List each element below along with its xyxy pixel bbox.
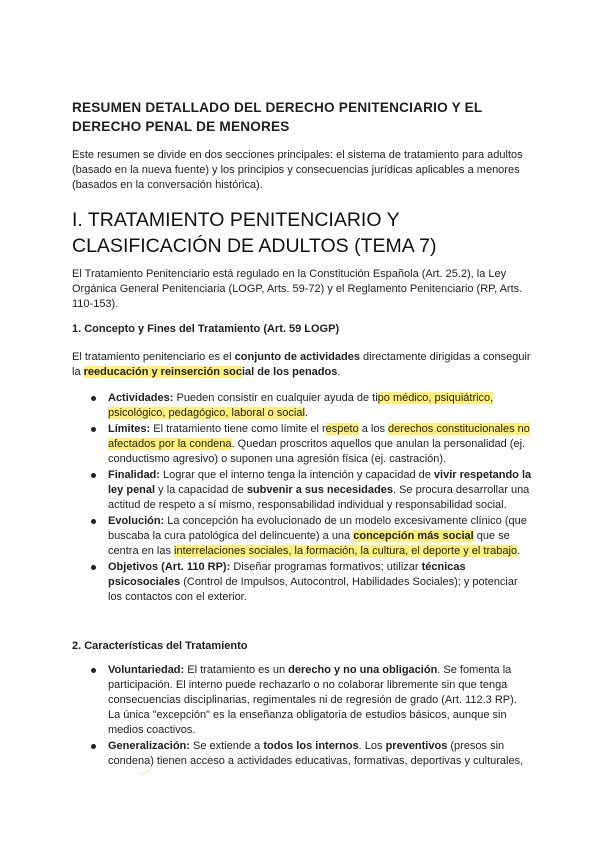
- characteristics-bullet-list: [72, 663, 532, 769]
- regulation-paragraph: El Tratamiento Penitenciario está regulado en la Constitución Española (Art. 25.2), la Ley Orgánica General Penitenciaria (LOGP, Arts. 59-72) y el Reglamento Penitenciario (RP, Arts. 110-153).: [72, 268, 523, 310]
- list-item-actividades: Actividades: Pueden consistir en cualquier ayuda de tipo médico, psiquiátrico, psicológico, pedagógico, laboral o social.: [72, 391, 532, 421]
- subsection-2-heading: 2. Características del Tratamiento: [72, 640, 248, 652]
- concept-paragraph: El tratamiento penitenciario es el conjunto de actividades directamente dirigidas a conseguir la reeducación y reinserción social de los penados.: [72, 351, 531, 378]
- document-title: RESUMEN DETALLADO DEL DERECHO PENITENCIARIO Y EL DERECHO PENAL DE MENORES: [72, 100, 483, 134]
- list-item-generalizacion: Generalización: Se extiende a todos los internos. Los preventivos (presos sin condena) tienen acceso a actividades educativas, formativas, deportivas y culturales,: [72, 739, 532, 769]
- list-item-objetivos: Objetivos (Art. 110 RP): Diseñar programas formativos; utilizar técnicas psicosociales (Control de Impulsos, Autocontrol, Habilidades Sociales); y potenciar los contactos con el exterior.: [72, 560, 532, 605]
- concept-bullet-list: [72, 391, 532, 605]
- section-1-heading: I. TRATAMIENTO PENITENCIARIO Y CLASIFICACIÓN DE ADULTOS (TEMA 7): [72, 209, 437, 257]
- highlight-stroke-mark: [140, 768, 154, 778]
- intro-paragraph: Este resumen se divide en dos secciones principales: el sistema de tratamiento para adultos (basado en la nueva fuente) y los principios y consecuencias jurídicas aplicables a menores (basados en la conversación histórica).: [72, 149, 523, 191]
- list-item-limites: Límites: El tratamiento tiene como límite el respeto a los derechos constitucionales no afectados por la condena. Quedan proscritos aquellos que anulan la personalidad (ej. conductismo agresivo) o suponen una agresión física (ej. castración).: [72, 422, 532, 467]
- list-item-finalidad: Finalidad: Lograr que el interno tenga la intención y capacidad de vivir respetando la ley penal y la capacidad de subvenir a sus necesidades. Se procura desarrollar una actitud de respeto a sí mismo, responsabilidad individual y responsabilidad social.: [72, 468, 532, 513]
- subsection-1-heading: 1. Concepto y Fines del Tratamiento (Art. 59 LOGP): [72, 323, 340, 335]
- list-item-evolucion: Evolución: La concepción ha evolucionado de un modelo excesivamente clínico (que buscaba la cura patológica del delincuente) a una concepción más social que se centra en las interrelaciones sociales, la formación, la cultura, el deporte y el trabajo.: [72, 514, 532, 559]
- list-item-voluntariedad: Voluntariedad: El tratamiento es un derecho y no una obligación. Se fomenta la participación. El interno puede rechazarlo o no colaborar libremente sin que tenga consecuencias disciplinarias, regimentales ni de regresión de grado (Art. 112.3 RP). La única "excepción" es la enseñanza obligatoria de estudios básicos, aunque sin medios coactivos.: [72, 663, 532, 738]
